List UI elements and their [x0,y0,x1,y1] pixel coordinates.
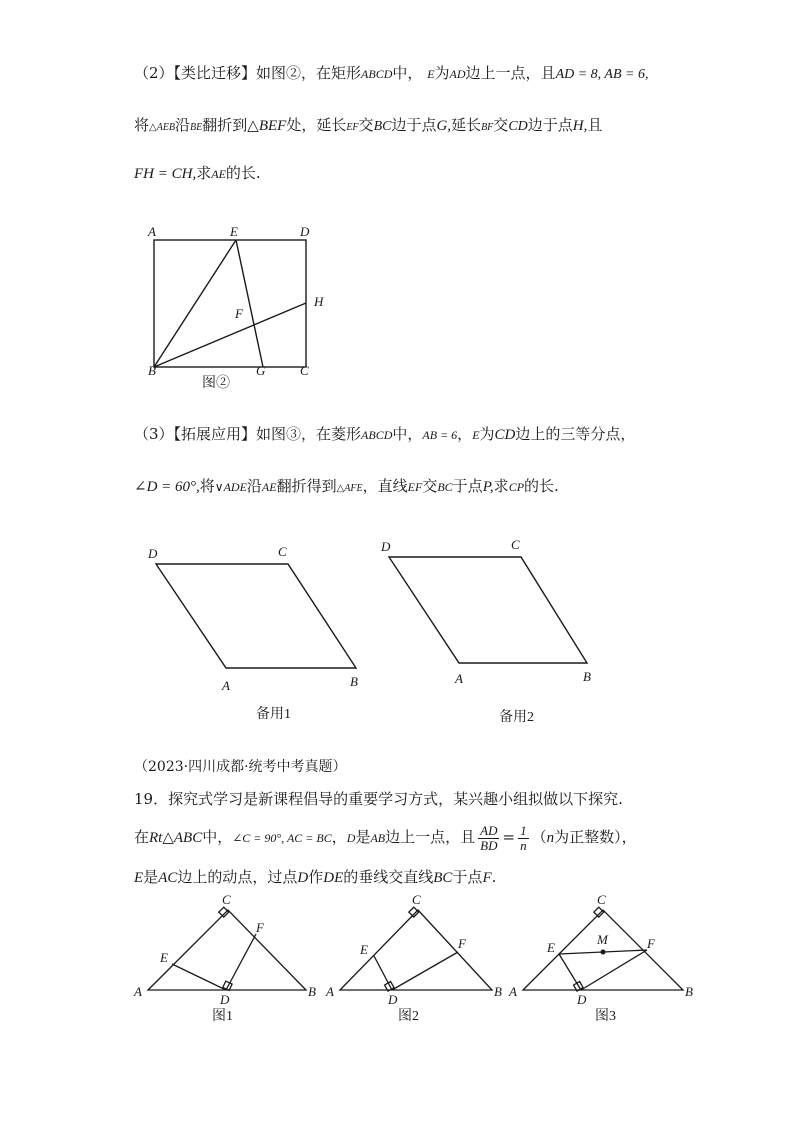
text: 为 [479,425,495,443]
text: 处，延长 [286,116,347,134]
text: 的长. [225,164,261,182]
math: AB = 6 [422,428,458,442]
frac-den: BD [480,837,498,853]
text: 边上的动点，过点 [177,868,298,886]
math: CD [494,427,516,443]
segment-df [226,934,256,990]
frac-den: n [520,837,527,853]
text: 边于点 [527,116,573,134]
label-c: C [222,892,231,907]
math: ABCD [361,67,393,81]
math: ABCD [361,428,393,442]
label-b: B [583,669,591,684]
label-d: D [381,539,391,554]
label-a: A [455,671,463,686]
text: 求 [493,477,509,495]
math: ∠C = 90°, AC = BC [232,831,332,845]
label-c: C [412,892,421,907]
text: 翻折到△ [202,116,259,134]
fraction-1-n [518,824,529,853]
text: 是 [143,868,159,886]
q19-intro: 19．探究式学习是新课程倡导的重要学习方式，某兴趣小组拟做以下探究. [134,790,623,808]
text: 中， [392,64,423,82]
spare-figure-1 [140,538,380,728]
label-b: B [350,674,358,689]
part2-line1 [134,62,648,86]
text: 为正整数）， [554,828,637,846]
figure-2-caption: 图② [202,376,230,391]
segment-df [392,952,458,990]
q19-line3 [134,866,496,889]
text: 中， [392,425,423,443]
math: n [546,830,555,846]
triangle-figure-3 [505,890,705,1030]
text: 求 [196,164,212,182]
label-f: F [458,936,466,951]
math: EF [407,480,423,494]
text: 沿 [175,116,191,134]
math: AD [449,67,466,81]
spare-2-caption: 备用2 [499,710,534,725]
math: P, [482,479,494,495]
math: ∨ADE [214,480,247,494]
label-e: E [547,940,555,955]
math: FH = CH, [134,166,197,182]
segment-ed [559,954,581,990]
math: DE [323,870,344,886]
segment-ed [374,956,392,990]
frac-num: AD [480,822,498,838]
text: 的长. [524,477,559,495]
label-a: A [326,984,334,999]
q19-source: （2023·四川成都·统考中考真题） [134,759,347,775]
text: 将 [134,116,150,134]
label-d: D [220,992,230,1007]
math: CP [508,480,525,494]
text: 且 [587,116,603,134]
right-angle-c [594,907,604,917]
math: CD [508,119,528,134]
label-c: C [300,363,309,378]
math: G, [436,118,452,134]
math: △AEB [149,122,176,133]
rhombus [156,564,356,668]
right-angle-c [409,907,419,917]
text: 延长 [451,116,482,134]
text: 交 [493,116,509,134]
label-b: B [148,363,156,378]
math: BF [481,122,494,133]
text: 边上的三等分点， [515,425,636,443]
label-c: C [511,537,520,552]
triangle-figure-2 [322,890,522,1030]
label-b: B [685,984,693,999]
right-angle-c [219,907,229,917]
label-h: H [314,294,324,309]
math: AD = 8, AB = 6, [555,67,649,82]
math: D [297,870,309,886]
text: （2）【类比迁移】如图②，在矩形 [134,64,362,82]
text: 边上一点，且 [385,828,476,846]
math: AB [370,831,386,845]
math: E [134,870,144,886]
math: BE [190,122,203,133]
segment-bh [154,303,306,367]
text: 边上一点，且 [465,64,556,82]
label-g: G [256,363,266,378]
point-m [601,950,606,955]
math: AC [158,870,178,886]
text: 沿 [246,477,262,495]
text: 为 [434,64,450,82]
rhombus [389,557,587,663]
part2-line2 [134,114,602,139]
text: 将 [199,477,215,495]
segment-be [154,240,236,367]
triangle-3-caption: 图3 [595,1009,616,1024]
label-d: D [388,992,398,1007]
triangle-1-caption: 图1 [212,1009,233,1024]
triangle-figure-1 [128,890,328,1030]
triangle-2-caption: 图2 [398,1009,419,1024]
math: AE [261,480,277,494]
label-a: A [134,984,142,999]
text: 中， [202,828,233,846]
label-f: F [647,936,655,951]
label-a: A [509,984,517,999]
text: 的垂线交直线 [343,868,434,886]
part2-line3 [134,162,261,185]
math: Rt△ABC [149,830,203,846]
fraction-ad-bd [478,824,499,853]
math: AE [211,167,226,181]
math: BEF [258,118,287,134]
rect-abcd [154,240,306,367]
text: 作 [308,868,324,886]
label-e: E [160,950,168,965]
label-d: D [577,992,587,1007]
text: 翻折得到 [276,477,337,495]
math: EF [346,122,359,133]
text: . [491,868,497,886]
segment-eg [236,240,263,367]
label-f: F [235,306,243,321]
math: BC [373,119,392,134]
text: 交 [358,116,374,134]
math: D [346,831,356,845]
label-a: A [222,678,230,693]
text: 在 [134,828,150,846]
math: △AFE [336,483,363,494]
part3-line1 [134,423,635,446]
math: BC [437,480,453,494]
label-e: E [360,942,368,957]
text: ， [331,828,347,846]
text: ，直线 [362,477,408,495]
q19-line2 [134,822,637,853]
math: F [482,870,492,886]
figure-2 [140,215,340,395]
label-c: C [278,544,287,559]
label-e: E [230,224,238,239]
math: E [427,67,435,81]
math: H, [572,118,588,134]
text: 边于点 [391,116,437,134]
triangle-abc [148,910,306,990]
math: = [502,828,516,846]
math: ∠D = 60°, [134,479,200,495]
segment-ed [172,964,226,990]
text: 是 [355,828,371,846]
text: 于点 [452,868,483,886]
label-m: M [597,932,608,947]
label-c: C [597,892,606,907]
part3-line2 [134,475,559,500]
frac-num: 1 [520,822,527,838]
spare-figure-2 [375,535,615,730]
segment-df [581,950,647,990]
label-b: B [308,984,316,999]
math: E [472,428,480,442]
label-f: F [256,920,264,935]
text: 于点 [452,477,483,495]
label-d: D [300,224,310,239]
math: BC [433,870,453,886]
label-b: B [494,984,502,999]
spare-1-caption: 备用1 [256,707,291,722]
text: 交 [422,477,438,495]
text: （3）【拓展应用】如图③，在菱形 [134,425,362,443]
label-a: A [148,224,156,239]
text: （ [531,828,547,846]
text: ， [457,425,473,443]
label-d: D [148,546,158,561]
